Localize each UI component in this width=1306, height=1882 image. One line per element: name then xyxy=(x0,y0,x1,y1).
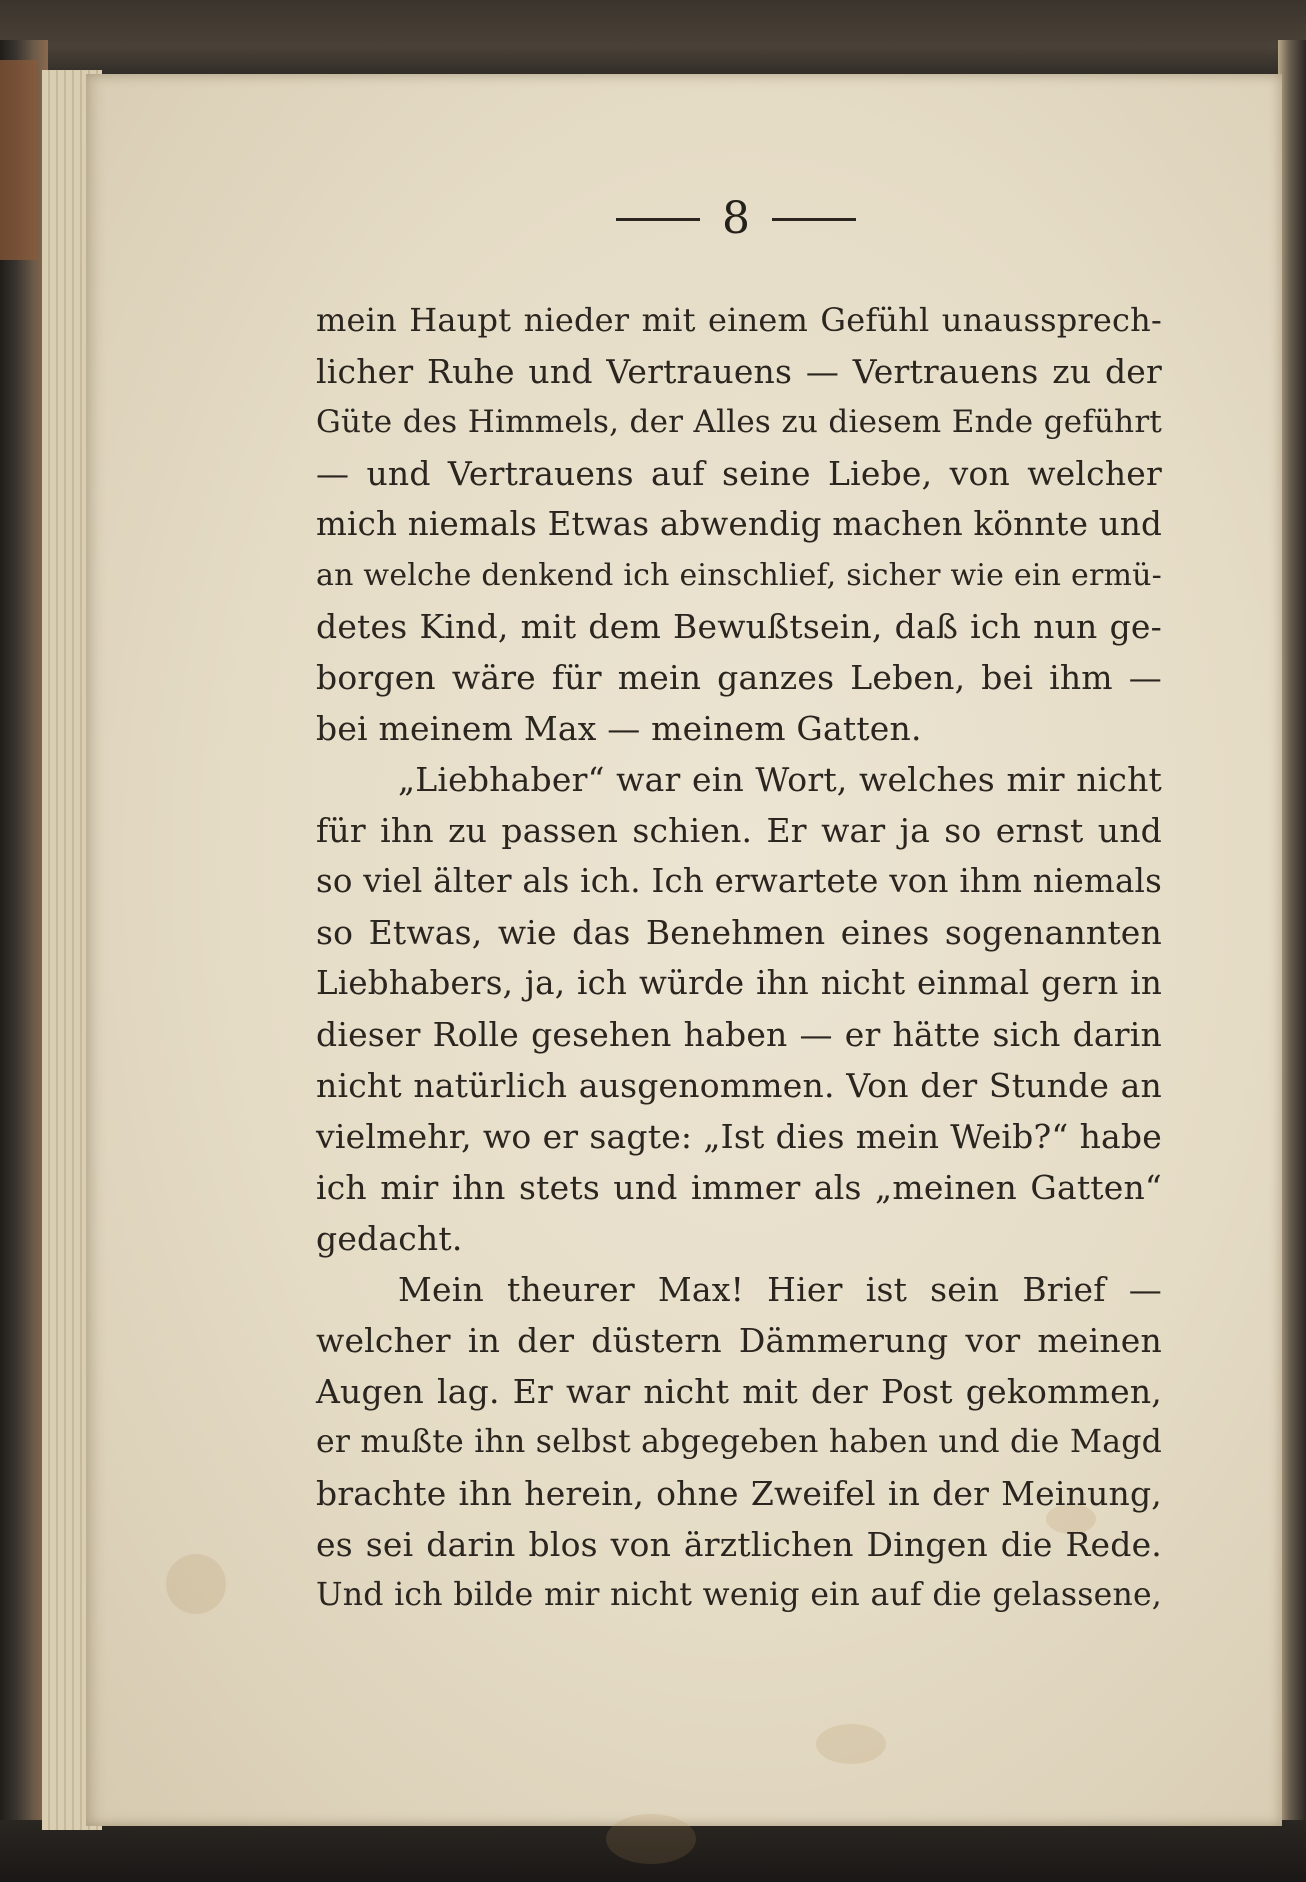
text-line: an welche denkend ich einschlief, sicher wie ein ermü- xyxy=(316,558,1162,593)
text-line: — und Vertrauens auf seine Liebe, von welcher xyxy=(316,454,1162,493)
text-line: so Etwas, wie das Benehmen eines sogenannten xyxy=(316,913,1162,952)
text-line: Augen lag. Er war nicht mit der Post gekommen, xyxy=(316,1372,1162,1411)
text-line: dieser Rolle gesehen haben — er hätte sich darin xyxy=(316,1015,1162,1054)
header-dash-left xyxy=(616,218,700,221)
text-line: mein Haupt nieder mit einem Gefühl unaussprech- xyxy=(316,301,1162,339)
text-line: für ihn zu passen schien. Er war ja so ernst und xyxy=(316,811,1162,850)
paragraph-start: Mein theurer Max! Hier ist sein Brief — xyxy=(398,1270,1162,1309)
text-line: ich mir ihn stets und immer als „meinen Gatten“ xyxy=(316,1168,1162,1207)
text-line: Güte des Himmels, der Alles zu diesem Ende geführt xyxy=(316,404,1162,440)
body-text xyxy=(316,295,1162,1621)
paper-stain xyxy=(606,1814,696,1864)
text-line: borgen wäre für mein ganzes Leben, bei ihm — xyxy=(316,658,1162,697)
header-dash-right xyxy=(772,218,856,221)
page-header xyxy=(586,194,886,244)
text-line: er mußte ihn selbst abgegeben haben und die Magd xyxy=(316,1424,1162,1460)
text-line: Und ich bilde mir nicht wenig ein auf die gelassene, xyxy=(316,1577,1162,1613)
page-number: 8 xyxy=(722,193,750,244)
paper-stain xyxy=(816,1724,886,1764)
book-cover-top xyxy=(0,0,1306,78)
paragraph-start: „Liebhaber“ war ein Wort, welches mir nicht xyxy=(398,760,1162,799)
text-line: es sei darin blos von ärztlichen Dingen die Rede. xyxy=(316,1525,1162,1564)
text-line: welcher in der düstern Dämmerung vor meinen xyxy=(316,1321,1162,1360)
text-line: Liebhabers, ja, ich würde ihn nicht einmal gern in xyxy=(316,964,1162,1002)
text-line: nicht natürlich ausgenommen. Von der Stunde an xyxy=(316,1066,1162,1105)
text-line: licher Ruhe und Vertrauens — Vertrauens zu der xyxy=(316,352,1162,391)
paper-stain xyxy=(166,1554,226,1614)
text-line: vielmehr, wo er sagte: „Ist dies mein Weib?“ habe xyxy=(316,1117,1162,1156)
text-line: bei meinem Max — meinem Gatten. xyxy=(316,709,922,748)
text-line: mich niemals Etwas abwendig machen könnte und xyxy=(316,505,1162,543)
text-line: detes Kind, mit dem Bewußtsein, daß ich nun ge- xyxy=(316,607,1162,646)
book-cover-left xyxy=(0,40,48,1882)
book-edge-right xyxy=(1278,40,1306,1882)
text-line: brachte ihn herein, ohne Zweifel in der Meinung, xyxy=(316,1474,1162,1513)
text-line: so viel älter als ich. Ich erwartete von ihm niemals xyxy=(316,862,1162,900)
book-cover-leather xyxy=(0,60,38,260)
text-line: gedacht. xyxy=(316,1219,463,1258)
